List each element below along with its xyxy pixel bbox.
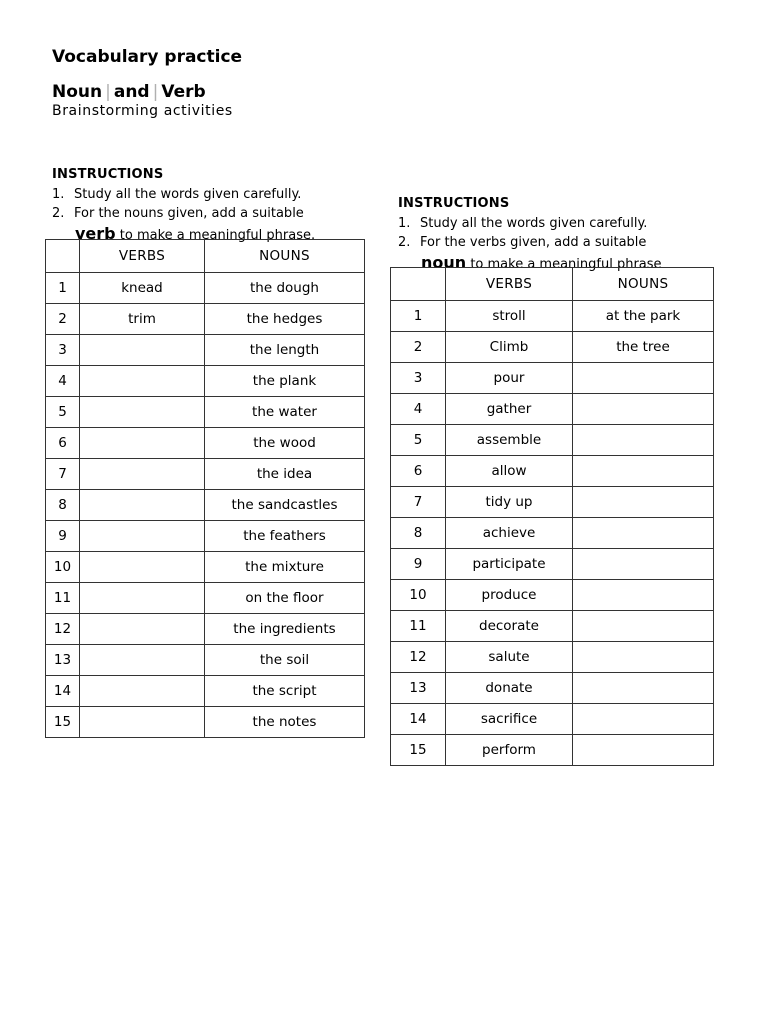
row-number: 13 xyxy=(391,673,446,704)
verb-cell: tidy up xyxy=(446,487,573,518)
table-row xyxy=(391,518,714,549)
row-number: 15 xyxy=(391,735,446,766)
instruction-step-1 xyxy=(52,185,315,205)
row-number: 2 xyxy=(46,304,80,335)
verb-cell[interactable] xyxy=(80,366,205,397)
table-row xyxy=(46,645,365,676)
row-number: 10 xyxy=(46,552,80,583)
verb-cell[interactable] xyxy=(80,428,205,459)
table-row xyxy=(391,332,714,363)
table-row xyxy=(46,490,365,521)
verb-cell[interactable] xyxy=(80,707,205,738)
table-row xyxy=(46,614,365,645)
table-row xyxy=(391,456,714,487)
table-row xyxy=(391,580,714,611)
row-number: 1 xyxy=(46,273,80,304)
table-row xyxy=(391,549,714,580)
verb-cell: pour xyxy=(446,363,573,394)
noun-cell: the notes xyxy=(205,707,365,738)
verb-cell: perform xyxy=(446,735,573,766)
table-row xyxy=(391,611,714,642)
row-number: 3 xyxy=(391,363,446,394)
verb-cell: salute xyxy=(446,642,573,673)
row-number: 14 xyxy=(46,676,80,707)
verb-cell: allow xyxy=(446,456,573,487)
noun-cell[interactable] xyxy=(573,673,714,704)
verb-cell: sacrifice xyxy=(446,704,573,735)
instructions-heading: INSTRUCTIONS xyxy=(52,167,164,182)
instruction-step-1 xyxy=(398,214,662,234)
table-row xyxy=(46,676,365,707)
row-number: 5 xyxy=(46,397,80,428)
table-row xyxy=(46,552,365,583)
left-vocabulary-table xyxy=(45,239,365,738)
header-verbs: VERBS xyxy=(80,240,205,273)
noun-cell: the water xyxy=(205,397,365,428)
subtitle-and: and xyxy=(113,82,150,102)
row-number: 2 xyxy=(391,332,446,363)
table-header-row xyxy=(46,240,365,273)
verb-cell[interactable] xyxy=(80,397,205,428)
table-row xyxy=(391,673,714,704)
table-row xyxy=(46,304,365,335)
noun-cell: the sandcastles xyxy=(205,490,365,521)
table-row xyxy=(391,735,714,766)
row-number: 9 xyxy=(46,521,80,552)
noun-cell[interactable] xyxy=(573,425,714,456)
instruction-step-2 xyxy=(52,204,315,224)
worksheet-tagline: Brainstorming activities xyxy=(52,103,233,119)
row-number: 7 xyxy=(391,487,446,518)
verb-cell: knead xyxy=(80,273,205,304)
row-number: 1 xyxy=(391,301,446,332)
step-number: 1. xyxy=(52,186,65,202)
table-row xyxy=(46,583,365,614)
verb-cell[interactable] xyxy=(80,459,205,490)
verb-cell: produce xyxy=(446,580,573,611)
header-nouns: NOUNS xyxy=(573,268,714,301)
noun-cell[interactable] xyxy=(573,456,714,487)
table-row xyxy=(391,487,714,518)
verb-cell[interactable] xyxy=(80,552,205,583)
step-text-end: to make a meaningful phrase xyxy=(470,256,662,272)
row-number: 9 xyxy=(391,549,446,580)
row-number: 7 xyxy=(46,459,80,490)
verb-cell[interactable] xyxy=(80,645,205,676)
header-verbs: VERBS xyxy=(446,268,573,301)
verb-cell[interactable] xyxy=(80,335,205,366)
subtitle-noun: Noun xyxy=(52,82,103,102)
row-number: 5 xyxy=(391,425,446,456)
worksheet-title: Vocabulary practice xyxy=(52,47,243,67)
right-vocabulary-table xyxy=(390,267,714,766)
noun-cell[interactable] xyxy=(573,363,714,394)
noun-cell: the script xyxy=(205,676,365,707)
row-number: 14 xyxy=(391,704,446,735)
table-row xyxy=(46,335,365,366)
noun-cell[interactable] xyxy=(573,487,714,518)
verb-cell: stroll xyxy=(446,301,573,332)
row-number: 11 xyxy=(391,611,446,642)
left-instructions xyxy=(52,165,315,245)
noun-cell: the ingredients xyxy=(205,614,365,645)
table-header-row xyxy=(391,268,714,301)
row-number: 15 xyxy=(46,707,80,738)
instruction-step-2 xyxy=(398,233,662,253)
noun-cell: the length xyxy=(205,335,365,366)
row-number: 10 xyxy=(391,580,446,611)
worksheet-subtitle xyxy=(52,82,206,102)
subtitle-separator: | xyxy=(105,82,111,102)
row-number: 4 xyxy=(391,394,446,425)
table-row xyxy=(46,459,365,490)
verb-cell: gather xyxy=(446,394,573,425)
table-row xyxy=(391,394,714,425)
row-number: 4 xyxy=(46,366,80,397)
verb-cell: participate xyxy=(446,549,573,580)
table-row xyxy=(391,425,714,456)
noun-cell[interactable] xyxy=(573,394,714,425)
verb-cell: Climb xyxy=(446,332,573,363)
step-text: Study all the words given carefully. xyxy=(420,215,648,231)
step-number: 2. xyxy=(52,206,65,221)
noun-cell[interactable] xyxy=(573,642,714,673)
noun-cell: the feathers xyxy=(205,521,365,552)
table-row xyxy=(46,428,365,459)
header-nouns: NOUNS xyxy=(205,240,365,273)
table-row xyxy=(391,642,714,673)
noun-cell[interactable] xyxy=(573,735,714,766)
verb-cell: donate xyxy=(446,673,573,704)
noun-cell: the hedges xyxy=(205,304,365,335)
row-number: 3 xyxy=(46,335,80,366)
noun-cell[interactable] xyxy=(573,549,714,580)
row-number: 12 xyxy=(46,614,80,645)
row-number: 8 xyxy=(391,518,446,549)
header-number-cell xyxy=(46,240,80,273)
instruction-keyword: noun xyxy=(421,252,467,272)
table-row xyxy=(391,704,714,735)
verb-cell[interactable] xyxy=(80,521,205,552)
noun-cell: on the floor xyxy=(205,583,365,614)
table-row xyxy=(46,397,365,428)
noun-cell[interactable] xyxy=(573,611,714,642)
noun-cell: the tree xyxy=(573,332,714,363)
verb-cell: assemble xyxy=(446,425,573,456)
row-number: 8 xyxy=(46,490,80,521)
step-number: 1. xyxy=(398,215,411,231)
subtitle-verb: Verb xyxy=(161,82,206,102)
table-row xyxy=(46,273,365,304)
noun-cell[interactable] xyxy=(573,704,714,735)
noun-cell: the mixture xyxy=(205,552,365,583)
verb-cell: trim xyxy=(80,304,205,335)
verb-cell[interactable] xyxy=(80,676,205,707)
table-row xyxy=(46,366,365,397)
verb-cell: decorate xyxy=(446,611,573,642)
verb-cell[interactable] xyxy=(80,490,205,521)
noun-cell: the idea xyxy=(205,459,365,490)
row-number: 13 xyxy=(46,645,80,676)
step-text: Study all the words given carefully. xyxy=(74,186,302,202)
noun-cell: the soil xyxy=(205,645,365,676)
step-text: For the nouns given, add a suitable xyxy=(74,206,304,221)
right-instructions xyxy=(398,194,662,274)
table-row xyxy=(391,363,714,394)
noun-cell: the dough xyxy=(205,273,365,304)
instructions-heading: INSTRUCTIONS xyxy=(398,196,510,211)
step-text: For the verbs given, add a suitable xyxy=(420,235,647,250)
table-row xyxy=(391,301,714,332)
instruction-keyword: verb xyxy=(75,223,116,243)
row-number: 6 xyxy=(46,428,80,459)
noun-cell[interactable] xyxy=(573,518,714,549)
verb-cell: achieve xyxy=(446,518,573,549)
step-text-end: to make a meaningful phrase. xyxy=(119,227,316,243)
noun-cell: the plank xyxy=(205,366,365,397)
noun-cell: at the park xyxy=(573,301,714,332)
step-number: 2. xyxy=(398,235,411,250)
header-number-cell xyxy=(391,268,446,301)
row-number: 12 xyxy=(391,642,446,673)
row-number: 11 xyxy=(46,583,80,614)
table-row xyxy=(46,521,365,552)
row-number: 6 xyxy=(391,456,446,487)
noun-cell: the wood xyxy=(205,428,365,459)
verb-cell[interactable] xyxy=(80,583,205,614)
subtitle-separator: | xyxy=(152,82,159,102)
verb-cell[interactable] xyxy=(80,614,205,645)
table-row xyxy=(46,707,365,738)
noun-cell[interactable] xyxy=(573,580,714,611)
